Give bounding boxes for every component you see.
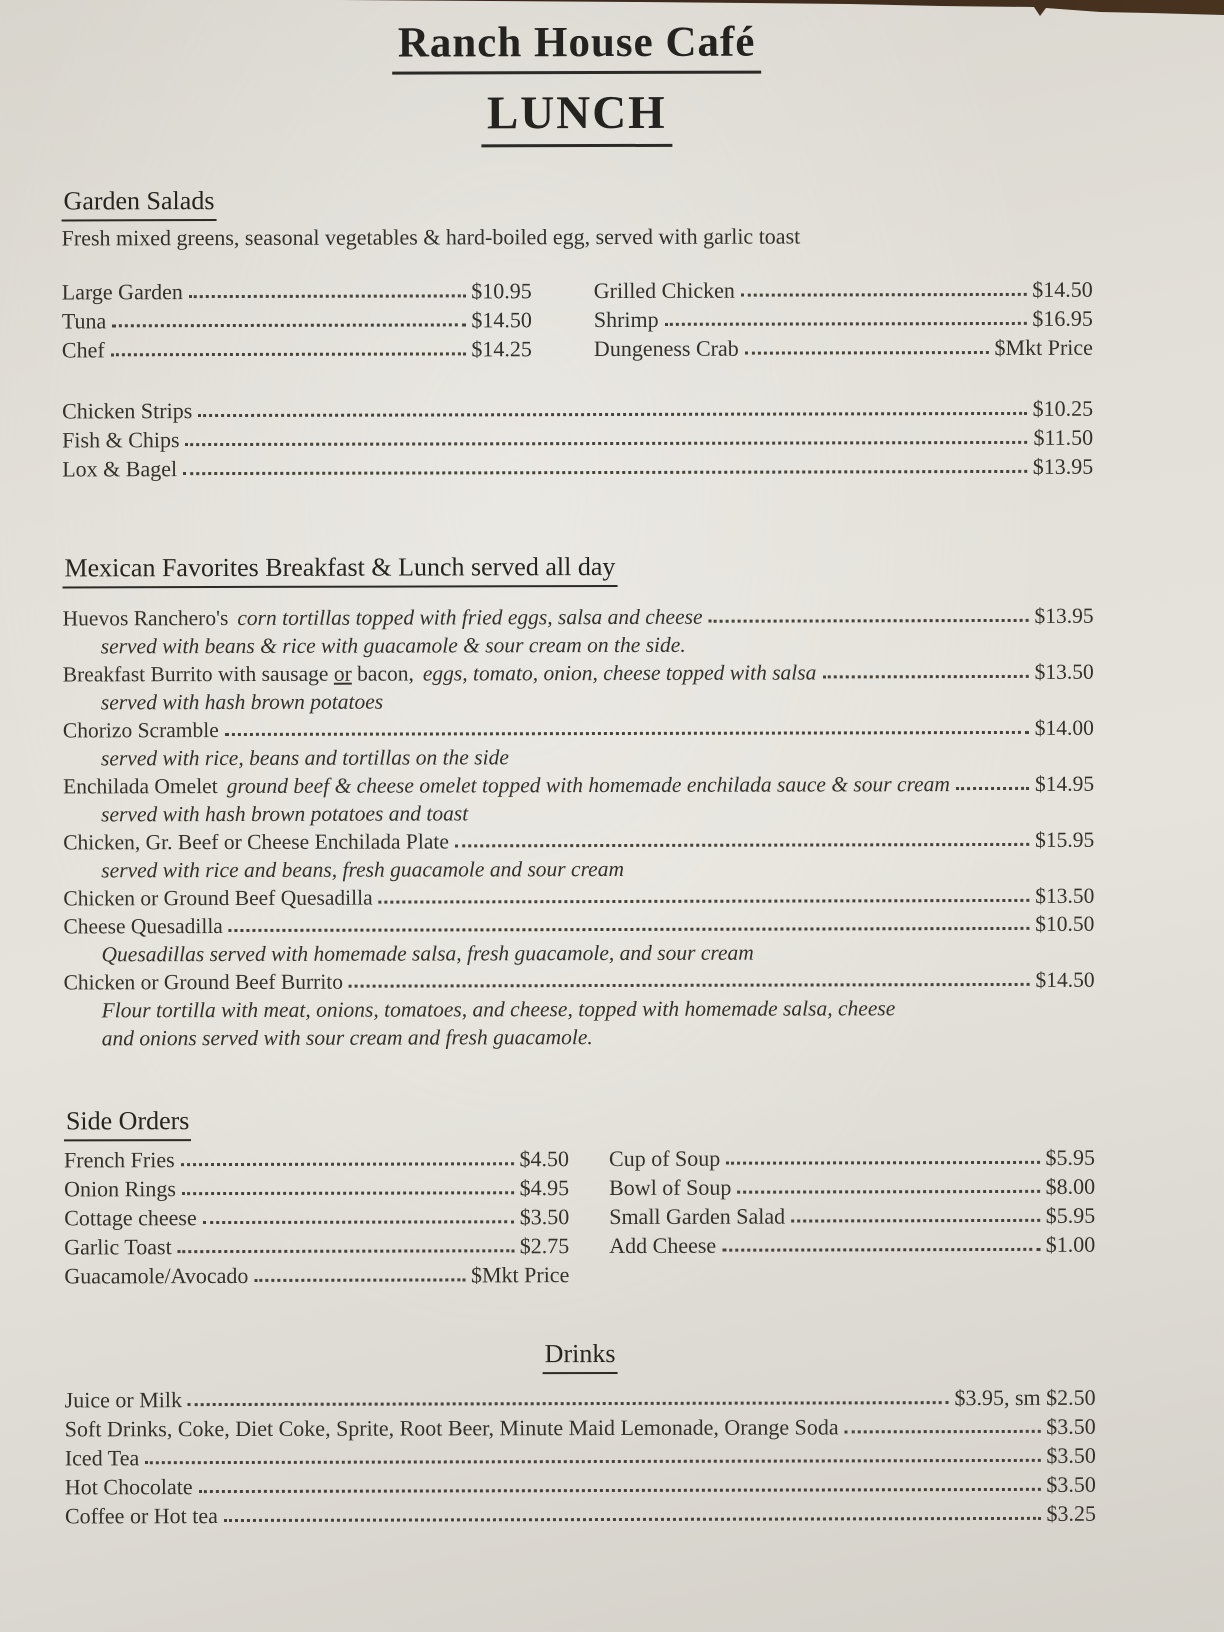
dot-leader <box>198 412 1026 417</box>
item-price: $14.00 <box>1034 715 1094 740</box>
item-sub-description: served with rice and beans, fresh guacamole and sour cream <box>101 856 624 883</box>
item-name: Huevos Ranchero's <box>62 606 229 631</box>
menu-item <box>62 394 1093 426</box>
menu-item <box>64 1231 569 1261</box>
restaurant-name-text: Ranch House Café <box>392 18 762 75</box>
side-orders-heading-text: Side Orders <box>64 1106 192 1141</box>
item-price: $3.50 <box>519 1204 570 1230</box>
menu-item <box>64 1260 569 1290</box>
item-name: Onion Rings <box>64 1176 177 1202</box>
item-price: $4.95 <box>519 1175 570 1201</box>
item-price: $Mkt Price <box>470 1262 570 1288</box>
item-name: Chicken or Ground Beef Burrito <box>63 969 344 995</box>
mexican-favorites-items <box>63 602 1095 1053</box>
item-name: Juice or Milk <box>64 1387 183 1413</box>
item-name: Cheese Quesadilla <box>63 914 223 939</box>
dot-leader <box>737 1190 1039 1194</box>
dot-leader <box>349 983 1029 988</box>
item-price: $14.50 <box>471 307 532 333</box>
menu-item <box>62 423 1093 455</box>
item-name: Cottage cheese <box>64 1205 197 1231</box>
item-price: $13.95 <box>1032 453 1094 479</box>
item-name: Enchilada Omelet <box>63 774 218 799</box>
item-name: Chicken, Gr. Beef or Cheese Enchilada Plate <box>63 829 449 855</box>
dot-leader <box>229 927 1029 932</box>
menu-item <box>64 1144 569 1174</box>
item-price: $13.50 <box>1034 659 1094 684</box>
garden-salads-columns <box>62 275 1093 365</box>
dot-leader <box>845 1430 1041 1434</box>
menu-item <box>62 334 532 364</box>
drinks-heading <box>65 1338 1096 1376</box>
item-sub-description: and onions served with sour cream and fresh guacamole. <box>101 1025 593 1051</box>
garden-salads-heading <box>61 184 1092 222</box>
menu-title-text: LUNCH <box>481 86 673 148</box>
dot-leader <box>379 899 1030 904</box>
item-name: Iced Tea <box>64 1445 140 1471</box>
item-price: $1.00 <box>1045 1231 1096 1257</box>
menu-item <box>65 1470 1096 1502</box>
item-price: $15.95 <box>1035 827 1095 852</box>
item-name-or: or <box>333 661 352 686</box>
item-name: Chorizo Scramble <box>62 718 219 743</box>
item-price: $2.75 <box>519 1233 570 1259</box>
dot-leader <box>709 619 1029 623</box>
menu-item <box>594 275 1093 305</box>
item-name: Dungeness Crab <box>593 335 739 362</box>
item-name: Bowl of Soup <box>609 1174 732 1201</box>
item-name-part: bacon, <box>351 661 414 686</box>
dot-leader <box>203 1220 514 1224</box>
dot-leader <box>791 1219 1040 1223</box>
item-name <box>63 660 414 689</box>
side-orders-right-column <box>609 1143 1095 1289</box>
dot-leader <box>822 675 1028 679</box>
item-price: $14.50 <box>1035 967 1095 992</box>
menu-item <box>609 1172 1095 1202</box>
item-price: $5.95 <box>1045 1144 1096 1170</box>
menu-header <box>61 17 1092 149</box>
item-name: Large Garden <box>61 279 183 305</box>
item-price: $3.50 <box>1046 1442 1096 1468</box>
menu-item <box>63 882 1094 913</box>
item-name: Lox & Bagel <box>62 456 178 482</box>
side-orders-columns <box>64 1143 1095 1291</box>
dot-leader <box>726 1161 1039 1165</box>
dot-leader <box>199 1488 1041 1493</box>
item-price: $16.95 <box>1032 305 1093 331</box>
item-price: $5.95 <box>1045 1202 1096 1228</box>
menu-item <box>62 305 532 335</box>
item-price: $11.50 <box>1033 424 1094 450</box>
item-price: $13.50 <box>1035 883 1095 908</box>
item-price: $3.25 <box>1046 1500 1096 1526</box>
dot-leader <box>183 470 1027 475</box>
item-description: corn tortillas topped with fried eggs, salsa and cheese <box>237 604 703 630</box>
item-description: ground beef & cheese omelet topped with homemade enchilada sauce & sour cream <box>226 772 950 799</box>
dot-leader <box>741 293 1026 297</box>
dot-leader <box>112 323 465 327</box>
item-price: $4.50 <box>519 1146 570 1172</box>
menu-item <box>65 1499 1096 1531</box>
drinks-items <box>65 1383 1096 1531</box>
dot-leader <box>188 1401 948 1406</box>
menu-item <box>609 1143 1095 1173</box>
item-sub-description: served with hash brown potatoes <box>100 689 384 715</box>
menu-item <box>62 276 532 306</box>
item-price: $14.95 <box>1034 771 1095 796</box>
menu-item <box>594 333 1093 363</box>
mexican-favorites-heading <box>62 551 1093 589</box>
item-sub-description: served with hash brown potatoes and toast <box>101 801 469 827</box>
dot-leader <box>224 1517 1041 1522</box>
item-sub-description: Quesadillas served with homemade salsa, fresh guacamole, and sour cream <box>101 940 754 967</box>
dot-leader <box>111 352 466 356</box>
item-name: Shrimp <box>593 306 659 333</box>
item-name: Chicken Strips <box>62 398 193 424</box>
garden-salads-heading-text: Garden Salads <box>61 186 216 221</box>
item-price: $10.50 <box>1035 911 1095 936</box>
menu-item <box>64 1202 569 1232</box>
item-price: $14.50 <box>1032 276 1093 302</box>
item-name: Fish & Chips <box>62 427 180 453</box>
item-price: $14.25 <box>471 336 532 362</box>
item-price: $10.25 <box>1032 395 1094 421</box>
item-price: $8.00 <box>1045 1173 1096 1199</box>
dot-leader <box>182 1191 514 1195</box>
item-price: $10.95 <box>471 278 532 304</box>
item-price: $13.95 <box>1034 603 1094 628</box>
item-name: Soft Drinks, Coke, Diet Coke, Sprite, Root Beer, Minute Maid Lemonade, Orange Soda <box>64 1414 839 1442</box>
dot-leader <box>254 1278 465 1282</box>
menu-item <box>63 658 1094 689</box>
item-name: Chicken or Ground Beef Quesadilla <box>63 885 373 911</box>
item-name: French Fries <box>64 1147 175 1173</box>
menu-item <box>594 304 1093 334</box>
garden-salads-right-column <box>594 275 1093 363</box>
dot-leader <box>181 1162 514 1166</box>
menu-item <box>63 910 1094 941</box>
item-name: Hot Chocolate <box>64 1474 193 1500</box>
dot-leader <box>745 351 989 355</box>
menu-item <box>62 452 1093 484</box>
item-price: $3.95, sm $2.50 <box>954 1384 1096 1411</box>
dot-leader <box>186 441 1028 446</box>
menu-item <box>63 602 1094 633</box>
item-sub-description: served with rice, beans and tortillas on the side <box>100 745 509 771</box>
item-name-part: Breakfast Burrito with sausage <box>62 661 334 687</box>
side-orders-heading <box>64 1104 1095 1142</box>
menu-item <box>65 1412 1096 1444</box>
mexican-favorites-heading-text: Mexican Favorites Breakfast & Lunch served all day <box>62 552 617 588</box>
restaurant-name <box>61 17 1092 76</box>
item-description: eggs, tomato, onion, cheese topped with salsa <box>422 660 817 686</box>
item-sub-description: Flour tortilla with meat, onions, tomatoes, and cheese, topped with homemade salsa, cheese <box>101 996 896 1023</box>
item-price: $3.50 <box>1046 1413 1096 1439</box>
item-name: Garlic Toast <box>64 1234 172 1260</box>
item-name: Add Cheese <box>609 1232 717 1259</box>
item-name: Guacamole/Avocado <box>64 1262 249 1289</box>
item-name: Chef <box>61 337 105 363</box>
dot-leader <box>455 843 1029 848</box>
item-sub-description: served with beans & rice with guacamole & sour cream on the side. <box>100 632 686 659</box>
drinks-heading-text: Drinks <box>543 1339 618 1374</box>
menu-item <box>609 1201 1095 1231</box>
item-name: Grilled Chicken <box>593 277 735 304</box>
menu-item <box>63 770 1094 801</box>
menu-item <box>63 714 1094 745</box>
menu-item <box>609 1230 1095 1260</box>
garden-salads-note: Fresh mixed greens, seasonal vegetables & hard-boiled egg, served with garlic toast <box>61 223 801 251</box>
item-price: $Mkt Price <box>994 334 1093 360</box>
garden-salads-left-column <box>62 276 532 364</box>
menu-item <box>65 1383 1096 1415</box>
item-name: Small Garden Salad <box>609 1203 786 1230</box>
menu-item <box>64 1173 569 1203</box>
menu-item <box>63 826 1094 857</box>
side-orders-left-column <box>64 1144 569 1290</box>
item-name: Cup of Soup <box>608 1145 721 1172</box>
menu-item <box>65 1441 1096 1473</box>
item-price: $3.50 <box>1046 1471 1096 1497</box>
dot-leader <box>189 294 465 298</box>
item-name: Coffee or Hot tea <box>64 1503 218 1529</box>
dot-leader <box>956 787 1029 790</box>
dot-leader <box>225 731 1029 736</box>
garden-salads-full-width-items <box>62 394 1093 484</box>
menu-title <box>61 85 1092 149</box>
menu-item <box>64 966 1095 997</box>
item-name: Tuna <box>61 308 107 334</box>
dot-leader <box>178 1249 514 1253</box>
dot-leader <box>722 1248 1040 1252</box>
dot-leader <box>665 322 1027 326</box>
dot-leader <box>145 1459 1040 1464</box>
